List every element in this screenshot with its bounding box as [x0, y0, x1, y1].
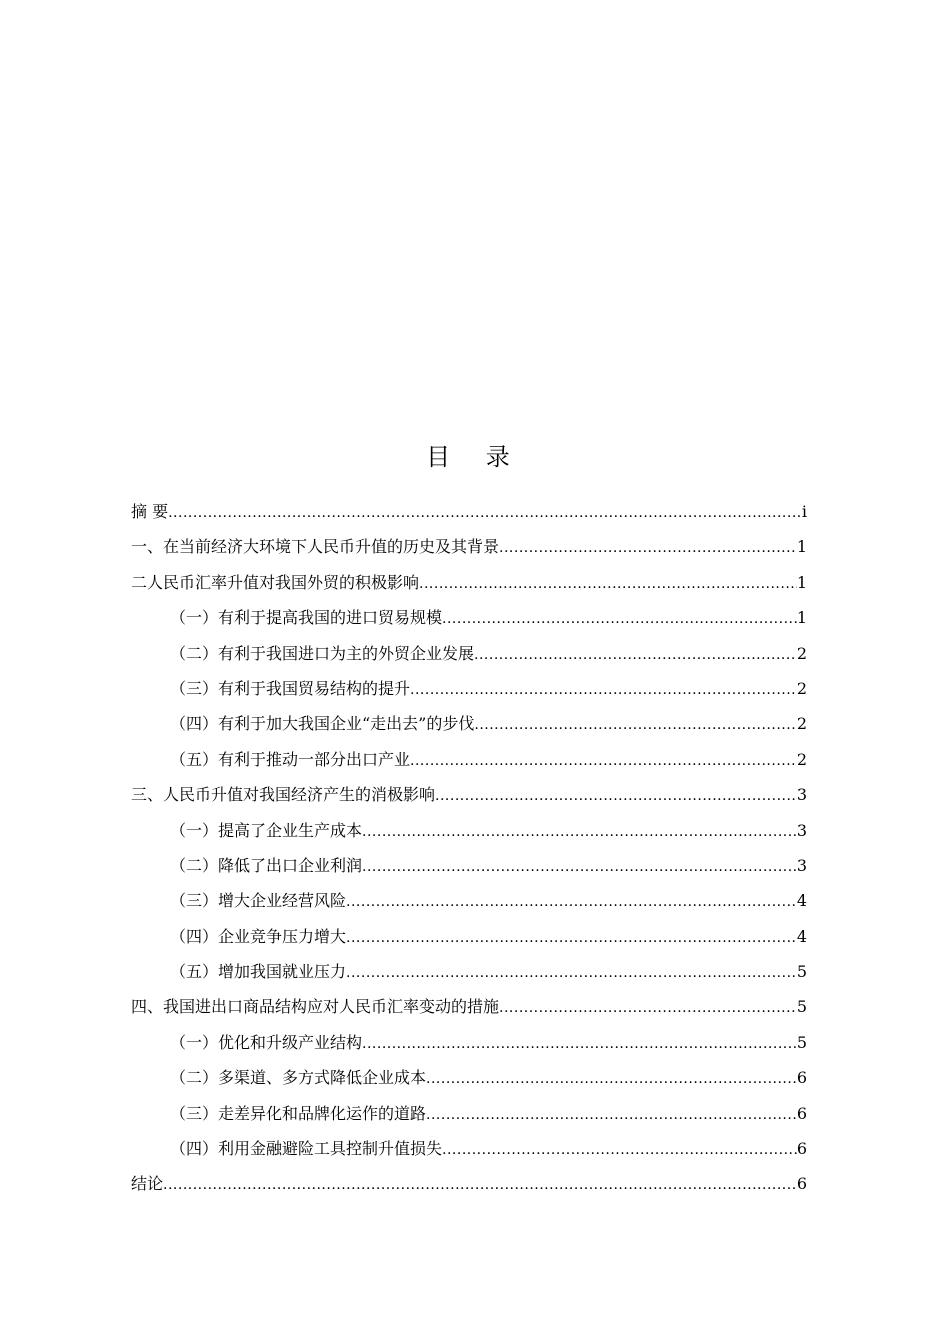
- toc-dot-leader: [474, 638, 797, 673]
- toc-dot-leader: [346, 956, 797, 991]
- toc-entry-text: 结论: [131, 1174, 164, 1194]
- toc-page-number: 1: [796, 572, 807, 592]
- toc-entry[interactable]: [131, 1025, 807, 1060]
- toc-dot-leader: [362, 1027, 797, 1062]
- toc-page-number: 3: [796, 820, 807, 840]
- toc-entry[interactable]: [131, 1166, 807, 1201]
- toc-entry[interactable]: [131, 742, 807, 777]
- toc-entry-text: （四）利用金融避险工具控制升值损失: [170, 1139, 443, 1159]
- toc-dot-leader: [410, 744, 797, 779]
- toc-dot-leader: [346, 885, 797, 920]
- toc-page-number: 3: [796, 855, 807, 875]
- toc-dot-leader: [346, 921, 797, 956]
- toc-page-number: 2: [796, 714, 807, 734]
- toc-dot-leader: [426, 1062, 797, 1097]
- toc-entry[interactable]: [131, 1060, 807, 1095]
- toc-entry[interactable]: [131, 813, 807, 848]
- toc-page-number: 1: [796, 537, 807, 557]
- toc-dot-leader: [442, 602, 797, 637]
- toc-page-number: 2: [796, 643, 807, 663]
- toc-dot-leader: [435, 779, 797, 814]
- toc-entry[interactable]: [131, 777, 807, 812]
- toc-entry-text: （五）增加我国就业压力: [170, 962, 347, 982]
- toc-entry-text: （四）有利于加大我国企业“走出去”的步伐: [170, 714, 475, 734]
- toc-page-number: 2: [796, 678, 807, 698]
- toc-entry[interactable]: [131, 529, 807, 564]
- toc-page-number: 3: [796, 785, 807, 805]
- toc-entry-text: （一）优化和升级产业结构: [170, 1032, 363, 1052]
- toc-dot-leader: [168, 496, 802, 531]
- toc-page-number: 4: [796, 926, 807, 946]
- toc-entry-text: 一、在当前经济大环境下人民币升值的历史及其背景: [131, 537, 500, 557]
- toc-entry[interactable]: [131, 954, 807, 989]
- toc-entry-text: （二）降低了出口企业利润: [170, 855, 363, 875]
- toc-entry[interactable]: [131, 1096, 807, 1131]
- toc-entry-text: （五）有利于推动一部分出口产业: [170, 749, 411, 769]
- toc-entry[interactable]: [131, 848, 807, 883]
- toc-dot-leader: [499, 531, 797, 566]
- toc-page-number: i: [801, 502, 807, 521]
- toc-entry-text: （二）多渠道、多方式降低企业成本: [170, 1068, 427, 1088]
- toc-dot-leader: [474, 708, 796, 743]
- toc-entry-text: （一）提高了企业生产成本: [170, 820, 363, 840]
- toc-entry[interactable]: [131, 636, 807, 671]
- toc-dot-leader: [442, 1133, 797, 1168]
- toc-page-number: 4: [796, 891, 807, 911]
- toc-dot-leader: [419, 567, 797, 602]
- toc-entry-text: 三、人民币升值对我国经济产生的消极影响: [131, 785, 436, 805]
- toc-dot-leader: [426, 1098, 797, 1133]
- toc-entry-text: 四、我国进出口商品结构应对人民币汇率变动的措施: [131, 997, 500, 1017]
- toc-page-number: 5: [796, 997, 807, 1017]
- toc-entry-text: 摘 要: [131, 502, 169, 521]
- toc-entry-text: （四）企业竞争压力增大: [170, 926, 347, 946]
- toc-entry-text: 二人民币汇率升值对我国外贸的积极影响: [131, 572, 420, 592]
- toc-entry-text: （三）有利于我国贸易结构的提升: [170, 678, 411, 698]
- toc-entry[interactable]: [131, 494, 807, 529]
- toc-entry-text: （一）有利于提高我国的进口贸易规模: [170, 608, 443, 628]
- toc-page-number: 2: [796, 749, 807, 769]
- toc-title: 目 录: [426, 443, 524, 471]
- toc-entry[interactable]: [131, 883, 807, 918]
- toc-entry-text: （三）走差异化和品牌化运作的道路: [170, 1103, 427, 1123]
- toc-dot-leader: [163, 1168, 797, 1203]
- toc-dot-leader: [410, 673, 797, 708]
- toc-list: [131, 494, 807, 1202]
- toc-page-number: 6: [796, 1139, 807, 1159]
- toc-entry[interactable]: [131, 919, 807, 954]
- toc-page-number: 6: [796, 1103, 807, 1123]
- toc-dot-leader: [362, 815, 797, 850]
- toc-entry[interactable]: [131, 989, 807, 1024]
- toc-page-number: 5: [796, 1032, 807, 1052]
- toc-entry[interactable]: [131, 565, 807, 600]
- toc-page-number: 6: [796, 1068, 807, 1088]
- toc-entry-text: （三）增大企业经营风险: [170, 891, 347, 911]
- toc-page-number: 1: [796, 608, 807, 628]
- toc-entry-text: （二）有利于我国进口为主的外贸企业发展: [170, 643, 475, 663]
- toc-dot-leader: [362, 850, 797, 885]
- toc-entry[interactable]: [131, 671, 807, 706]
- toc-entry[interactable]: [131, 600, 807, 635]
- toc-entry[interactable]: [131, 706, 807, 741]
- toc-page-number: 5: [796, 962, 807, 982]
- toc-entry[interactable]: [131, 1131, 807, 1166]
- toc-dot-leader: [499, 991, 797, 1026]
- toc-page-number: 6: [796, 1174, 807, 1194]
